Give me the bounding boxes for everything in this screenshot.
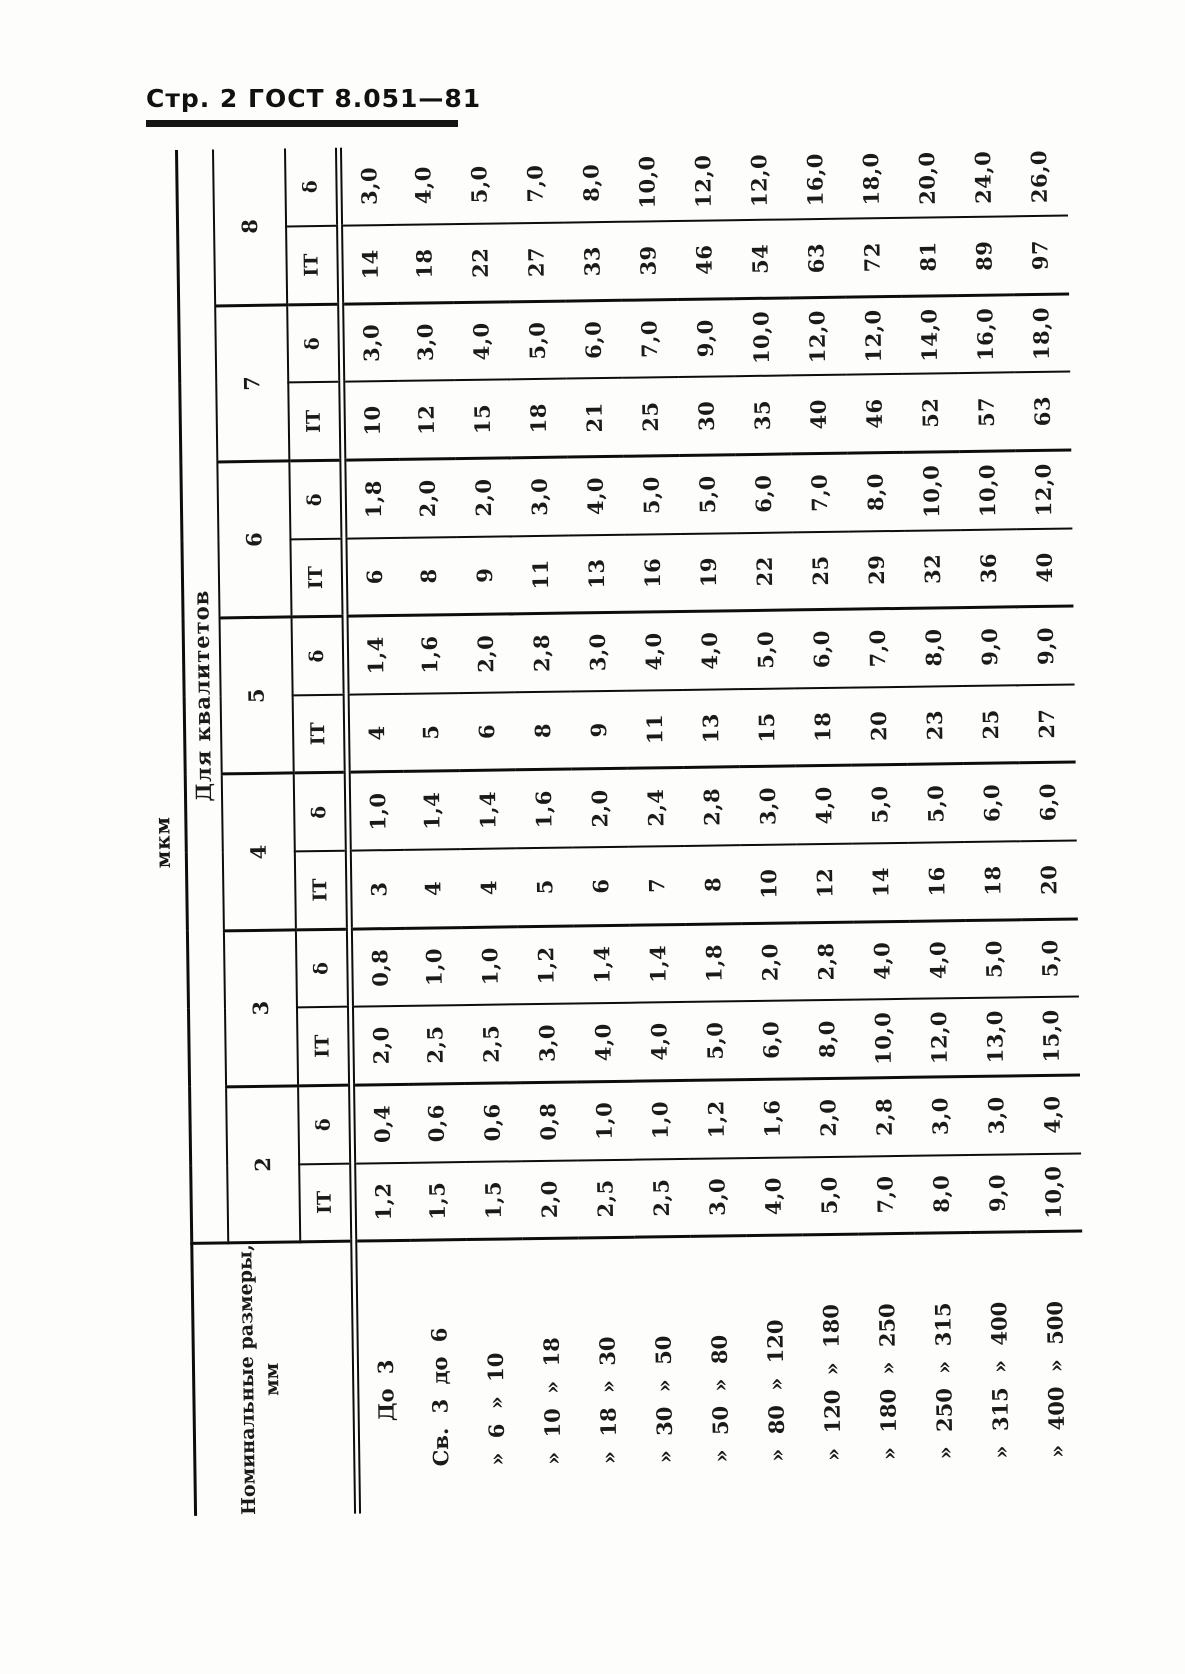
value-cell-it: 2,5	[462, 1005, 519, 1084]
value-cell-it: 18	[964, 841, 1021, 920]
size-range-cell: Св. 3 до 6	[410, 1240, 470, 1513]
grade-header-5: 5	[219, 617, 293, 774]
size-range-cell: » 30 » 50	[634, 1237, 694, 1510]
value-cell-it: 5,0	[816, 1176, 842, 1215]
value-cell-delta: 2,4	[627, 768, 684, 847]
value-cell-it: 5,0	[686, 1001, 743, 1080]
subcol-header-delta: δ	[293, 773, 348, 852]
value-cell-delta: 6,0	[735, 454, 792, 533]
value-cell-delta: 2,8	[683, 767, 740, 846]
value-cell-it: 21	[566, 378, 623, 457]
value-cell-delta: 1,0	[576, 1081, 633, 1160]
value-cell-it: 6	[344, 538, 401, 617]
value-cell-it: 1,5	[480, 1180, 506, 1220]
value-cell-it: 10	[740, 844, 797, 923]
value-cell-delta: 6,0	[793, 609, 850, 688]
value-cell-it: 81	[900, 217, 957, 296]
value-cell-it: 12	[796, 844, 853, 923]
subcol-header-delta: δ	[298, 1085, 353, 1164]
value-cell-it: 25	[792, 531, 849, 610]
value-cell-delta: 4,0	[625, 612, 682, 691]
value-cell-it: 63	[1014, 372, 1071, 451]
value-cell-delta: 9,0	[677, 299, 734, 378]
value-cell-delta: 1,0	[632, 1080, 689, 1159]
grade-header-3: 3	[223, 930, 297, 1087]
value-cell-delta: 12,0	[730, 141, 787, 220]
value-cell-it: 12,0	[910, 998, 967, 1077]
value-cell-it: 4,0	[760, 1176, 786, 1216]
value-cell-it: 2,0	[536, 1180, 562, 1219]
value-cell-it: 25	[622, 377, 679, 456]
value-cell-it: 4	[460, 848, 517, 927]
subcol-header-it: IT	[294, 851, 349, 930]
size-range-cell: » 10 » 18	[522, 1238, 582, 1511]
value-cell-delta: 1,4	[573, 925, 630, 1004]
value-cell-delta: 0,8	[520, 1082, 577, 1161]
value-cell-it: 3	[348, 850, 405, 929]
value-cell-delta: 16,0	[786, 141, 843, 220]
value-cell-delta: 3,0	[739, 766, 796, 845]
subcol-header-delta: δ	[287, 304, 342, 383]
value-cell-it: 3,0	[518, 1004, 575, 1083]
value-cell-delta: 3,0	[341, 303, 398, 382]
grade-header-2: 2	[226, 1086, 300, 1243]
value-cell-it: 8,0	[798, 1000, 855, 1079]
value-cell-delta: 12,0	[789, 297, 846, 376]
value-cell-it: 13	[568, 534, 625, 613]
value-cell-it: 20	[850, 687, 907, 766]
size-range-cell: » 18 » 30	[578, 1237, 638, 1510]
value-cell-delta: 3,0	[397, 302, 454, 381]
value-cell-it: 40	[1016, 528, 1073, 607]
value-cell-delta: 7,0	[506, 145, 563, 224]
page-header-underline	[146, 120, 458, 127]
value-cell-delta: 6,0	[1019, 762, 1076, 841]
value-cell-it: 7	[628, 846, 685, 925]
value-cell-delta: 1,0	[405, 927, 462, 1006]
value-cell-delta: 6,0	[565, 300, 622, 379]
subcol-header-delta: δ	[284, 148, 339, 227]
value-cell-delta: 3,0	[511, 457, 568, 536]
value-cell-it: 7,0	[872, 1175, 898, 1214]
units-label: мкм	[150, 815, 176, 869]
value-cell-it: 36	[960, 529, 1017, 608]
value-cell-delta: 1,2	[517, 926, 574, 1005]
page-header: Стр. 2 ГОСТ 8.051—81	[146, 84, 482, 113]
value-cell-delta: 2,0	[571, 769, 628, 848]
subcol-header-delta: δ	[295, 929, 350, 1008]
value-cell-delta: 1,4	[403, 771, 460, 850]
value-cell-delta: 2,8	[797, 922, 854, 1001]
value-cell-delta: 12,0	[674, 142, 731, 221]
value-cell-delta: 3,0	[912, 1076, 969, 1155]
value-cell-delta: 0,8	[349, 928, 406, 1007]
value-cell-it: 5	[402, 693, 459, 772]
value-cell-it: 29	[848, 531, 905, 610]
value-cell-delta: 1,6	[744, 1079, 801, 1158]
size-range-cell: » 400 » 500	[1026, 1231, 1086, 1504]
value-cell-delta: 1,4	[629, 924, 686, 1003]
value-cell-delta: 1,0	[461, 926, 518, 1005]
value-cell-delta: 9,0	[961, 607, 1018, 686]
value-cell-it: 97	[1012, 216, 1069, 295]
value-cell-delta: 7,0	[849, 609, 906, 688]
value-cell-delta: 5,0	[1021, 919, 1078, 998]
value-cell-delta: 5,0	[623, 456, 680, 535]
value-cell-it: 19	[680, 533, 737, 612]
value-cell-delta: 24,0	[954, 138, 1011, 217]
value-cell-delta: 3,0	[968, 1076, 1025, 1155]
value-cell-it: 39	[620, 221, 677, 300]
value-cell-delta: 2,0	[457, 614, 514, 693]
value-cell-delta: 0,6	[464, 1083, 521, 1162]
value-cell-delta: 16,0	[957, 295, 1014, 374]
value-cell-it: 6,0	[742, 1001, 799, 1080]
value-cell-it: 9	[456, 536, 513, 615]
value-cell-delta: 2,0	[800, 1078, 857, 1157]
value-cell-it: 4	[404, 849, 461, 928]
value-cell-it: 11	[512, 535, 569, 614]
value-cell-it: 72	[844, 218, 901, 297]
value-cell-it: 54	[732, 220, 789, 299]
value-cell-delta: 3,0	[569, 613, 626, 692]
value-cell-delta: 4,0	[1024, 1075, 1081, 1154]
subcol-header-it: IT	[292, 695, 347, 774]
value-cell-delta: 5,0	[851, 765, 908, 844]
value-cell-it: 23	[906, 686, 963, 765]
value-cell-it: 27	[1018, 684, 1075, 763]
value-cell-it: 13	[682, 689, 739, 768]
value-cell-delta: 12,0	[1015, 450, 1072, 529]
value-cell-delta: 20,0	[898, 139, 955, 218]
value-cell-it: 8	[684, 845, 741, 924]
value-cell-it: 13,0	[966, 998, 1023, 1077]
value-cell-delta: 4,0	[681, 611, 738, 690]
value-cell-it: 8,0	[928, 1174, 954, 1213]
value-cell-it: 16	[908, 842, 965, 921]
value-cell-it: 12	[398, 381, 455, 460]
value-cell-delta: 10,0	[618, 143, 675, 222]
value-cell-delta: 5,0	[965, 919, 1022, 998]
value-cell-delta: 8,0	[847, 452, 904, 531]
value-cell-it: 6	[458, 692, 515, 771]
value-cell-delta: 0,6	[408, 1083, 465, 1162]
value-cell-it: 8	[400, 537, 457, 616]
value-cell-it: 2,0	[350, 1006, 407, 1085]
value-cell-it: 33	[564, 222, 621, 301]
value-cell-it: 27	[508, 223, 565, 302]
value-cell-it: 18	[510, 379, 567, 458]
value-cell-it: 4,0	[630, 1002, 687, 1081]
subcol-header-delta: δ	[289, 460, 344, 539]
size-range-cell: » 50 » 80	[690, 1236, 750, 1509]
size-range-cell: » 120 » 180	[802, 1234, 862, 1507]
value-cell-delta: 5,0	[509, 301, 566, 380]
size-range-cell: » 250 » 315	[914, 1233, 974, 1506]
corner-header	[192, 1241, 358, 1516]
size-range-cell: » 315 » 400	[970, 1232, 1030, 1505]
subcol-header-it: IT	[299, 1163, 354, 1242]
value-cell-it: 9,0	[984, 1173, 1010, 1213]
value-cell-it: 5	[516, 848, 573, 927]
value-cell-delta: 18,0	[1013, 294, 1070, 373]
value-cell-delta: 8,0	[562, 144, 619, 223]
subcol-header-it: IT	[290, 538, 345, 617]
size-range-cell: До 3	[354, 1240, 414, 1513]
value-cell-delta: 2,0	[399, 459, 456, 538]
value-cell-delta: 4,0	[394, 146, 451, 225]
value-cell-delta: 7,0	[621, 299, 678, 378]
value-cell-delta: 3,0	[338, 147, 395, 226]
value-cell-it: 11	[626, 690, 683, 769]
grade-header-4: 4	[221, 773, 295, 930]
value-cell-delta: 5,0	[737, 610, 794, 689]
size-range-cell: » 80 » 120	[746, 1235, 806, 1508]
subcol-header-it: IT	[288, 382, 343, 461]
value-cell-delta: 5,0	[679, 455, 736, 534]
value-cell-delta: 0,4	[352, 1084, 409, 1163]
value-cell-it: 18	[396, 224, 453, 303]
value-cell-it: 6	[572, 847, 629, 926]
value-cell-delta: 5,0	[450, 145, 507, 224]
value-cell-delta: 2,0	[741, 923, 798, 1002]
value-cell-delta: 10,0	[959, 451, 1016, 530]
value-cell-delta: 1,8	[343, 459, 400, 538]
grade-header-7: 7	[215, 305, 289, 462]
value-cell-it: 22	[452, 224, 509, 303]
value-cell-it: 16	[624, 534, 681, 613]
value-cell-delta: 12,0	[845, 296, 902, 375]
value-cell-it: 2,5	[406, 1005, 463, 1084]
value-cell-it: 63	[788, 219, 845, 298]
value-cell-delta: 4,0	[853, 921, 910, 1000]
value-cell-it: 30	[678, 377, 735, 456]
corner-header-line2: мм	[260, 1362, 284, 1396]
value-cell-delta: 10,0	[903, 452, 960, 531]
value-cell-it: 35	[734, 376, 791, 455]
value-cell-delta: 4,0	[567, 456, 624, 535]
value-cell-it: 46	[846, 374, 903, 453]
value-cell-delta: 1,8	[685, 923, 742, 1002]
value-cell-it: 15	[454, 380, 511, 459]
rotated-table-area	[150, 149, 1090, 1516]
corner-header-line1: Номинальные размеры,	[234, 1244, 261, 1516]
value-cell-delta: 5,0	[907, 764, 964, 843]
value-cell-it: 40	[790, 375, 847, 454]
value-cell-it: 8	[514, 691, 571, 770]
value-cell-it: 32	[904, 530, 961, 609]
value-cell-delta: 4,0	[453, 302, 510, 381]
value-cell-it: 1,2	[370, 1182, 396, 1221]
value-cell-it: 15,0	[1022, 997, 1079, 1076]
value-cell-delta: 14,0	[901, 295, 958, 374]
value-cell-it: 18	[794, 687, 851, 766]
value-cell-delta: 6,0	[963, 763, 1020, 842]
value-cell-it: 25	[962, 685, 1019, 764]
value-cell-it: 14	[852, 843, 909, 922]
value-cell-it: 14	[340, 225, 397, 304]
value-cell-it: 57	[958, 373, 1015, 452]
value-cell-delta: 18,0	[842, 140, 899, 219]
value-cell-it: 89	[956, 217, 1013, 296]
subcol-header-it: IT	[286, 226, 341, 305]
value-cell-delta: 2,8	[856, 1077, 913, 1156]
value-cell-delta: 7,0	[791, 453, 848, 532]
subcol-header-it: IT	[296, 1007, 351, 1086]
grade-header-8: 8	[212, 148, 286, 305]
value-cell-it: 10,0	[1040, 1165, 1067, 1219]
value-cell-it: 3,0	[704, 1177, 730, 1217]
landscape-table-wrapper	[150, 138, 1085, 1516]
size-range-cell: » 180 » 250	[858, 1233, 918, 1506]
value-cell-delta: 4,0	[795, 766, 852, 845]
value-cell-delta: 26,0	[1010, 138, 1067, 217]
value-cell-it: 2,5	[592, 1179, 618, 1218]
value-cell-it: 22	[736, 532, 793, 611]
value-cell-delta: 1,4	[459, 770, 516, 849]
value-cell-it: 10	[342, 381, 399, 460]
value-cell-it: 52	[902, 374, 959, 453]
value-cell-it: 10,0	[854, 999, 911, 1078]
value-cell-it: 9	[570, 691, 627, 770]
value-cell-it: 1,5	[424, 1181, 450, 1220]
value-cell-delta: 2,8	[513, 613, 570, 692]
value-cell-delta: 1,0	[347, 772, 404, 851]
value-cell-delta: 8,0	[905, 608, 962, 687]
value-cell-delta: 9,0	[1017, 606, 1074, 685]
subcol-header-delta: δ	[291, 616, 346, 695]
value-cell-it: 20	[1020, 841, 1077, 920]
grade-header-6: 6	[217, 461, 291, 618]
value-cell-it: 4	[346, 694, 403, 773]
value-cell-it: 4,0	[574, 1003, 631, 1082]
size-range-cell: » 6 » 10	[466, 1239, 526, 1512]
value-cell-delta: 1,6	[401, 615, 458, 694]
value-cell-delta: 2,0	[455, 458, 512, 537]
value-cell-it: 2,5	[648, 1178, 674, 1217]
value-cell-it: 15	[738, 688, 795, 767]
value-cell-it: 46	[676, 220, 733, 299]
value-cell-delta: 4,0	[909, 920, 966, 999]
value-cell-delta: 1,6	[515, 769, 572, 848]
tolerance-table	[175, 138, 1085, 1516]
group-header: Для квалитетов	[176, 149, 227, 1243]
value-cell-delta: 10,0	[733, 298, 790, 377]
value-cell-delta: 1,2	[688, 1080, 745, 1159]
value-cell-delta: 1,4	[345, 616, 402, 695]
